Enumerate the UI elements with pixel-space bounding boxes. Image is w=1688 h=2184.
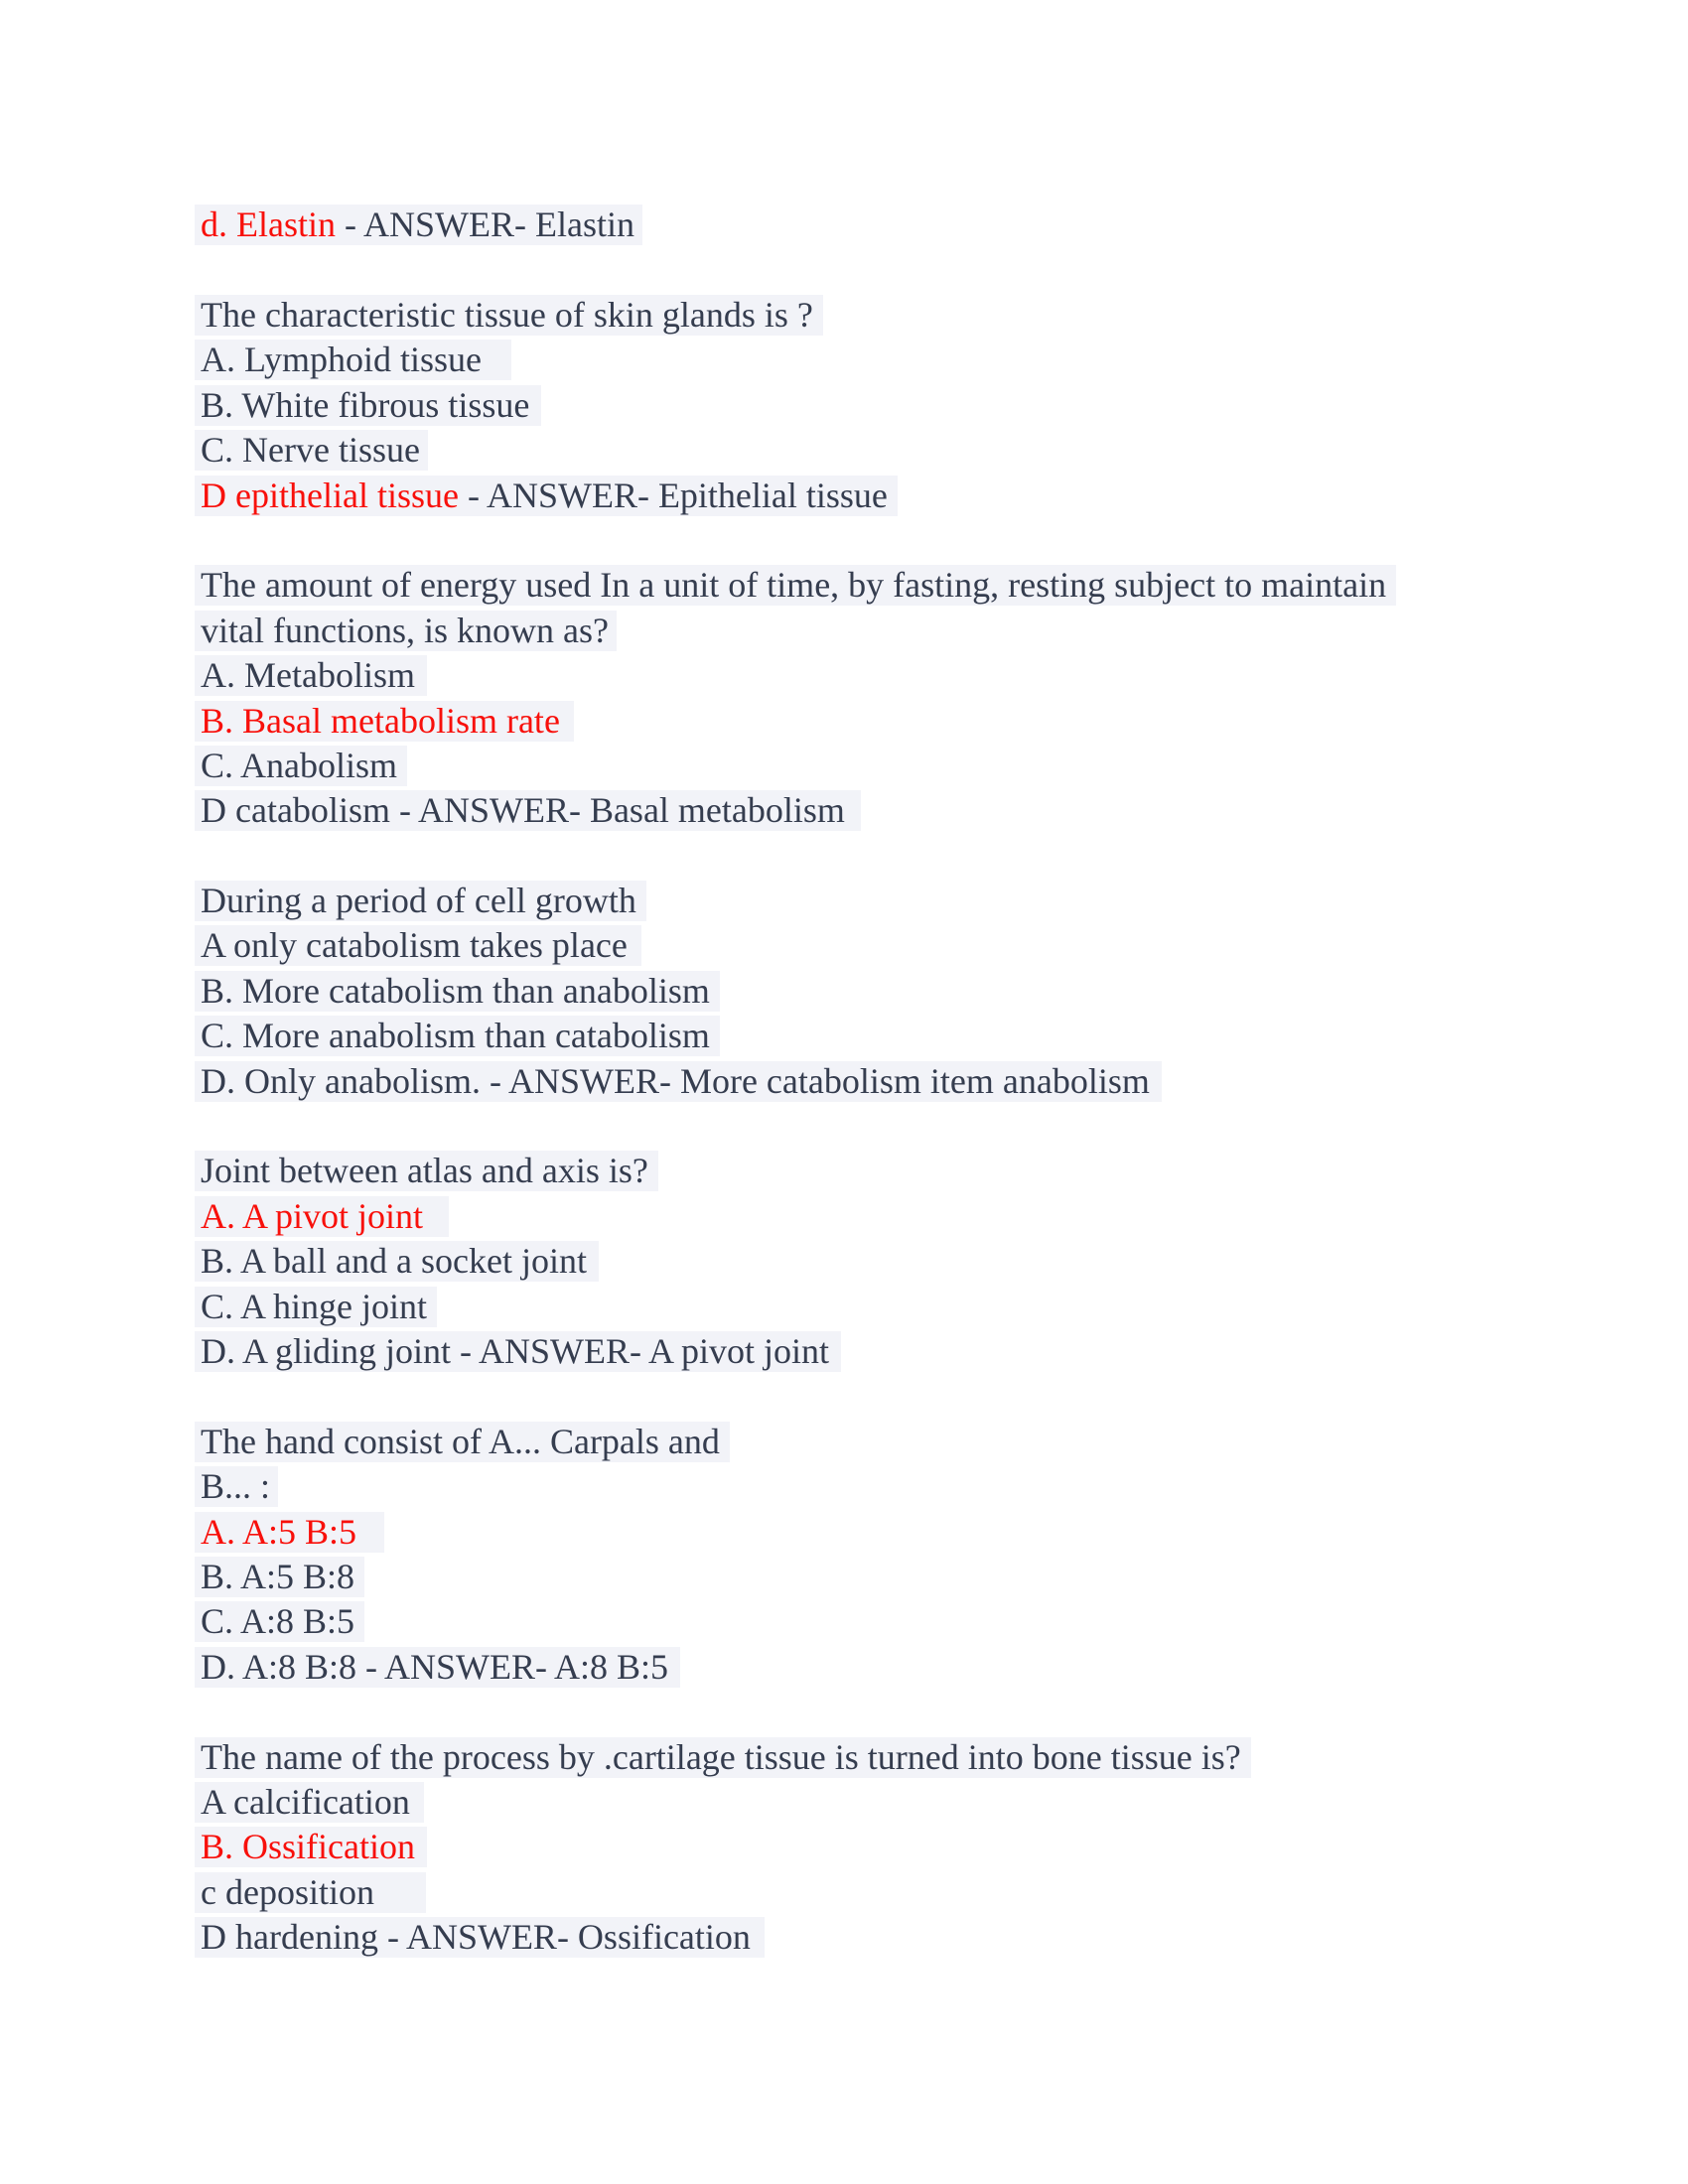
answer-text-red: d. Elastin [201,205,336,245]
text-line [201,1461,1396,1506]
text-line [201,1731,1396,1776]
blank-line [201,1687,1396,1731]
text-segment: B. White fibrous tissue [201,384,530,425]
highlighted-text [195,1827,427,1867]
text-line [201,920,1396,965]
text-line [201,1552,1396,1596]
text-segment: B. A:5 B:8 [201,1556,355,1596]
highlighted-text [195,790,861,831]
text-segment: D. Only anabolism. - ANSWER- More catabolism item anabolism [201,1060,1150,1101]
document-content [201,200,1396,1957]
text-line [201,1822,1396,1866]
text-line [201,1055,1396,1100]
highlighted-text [195,1241,599,1282]
highlighted-text [195,565,1396,606]
text-segment: - ANSWER- Elastin [335,205,634,245]
highlighted-text [195,1466,278,1507]
text-line [201,560,1396,605]
text-line [201,785,1396,830]
text-line [201,1506,1396,1551]
text-segment: Joint between atlas and axis is? [201,1151,648,1191]
answer-text-red: B. Basal metabolism rate [201,700,560,741]
text-line [201,1191,1396,1236]
blank-line [201,515,1396,560]
text-segment: C. More anabolism than catabolism [201,1016,710,1056]
text-segment: A only catabolism takes place [201,925,628,966]
text-line [201,1146,1396,1190]
text-segment: A calcification [201,1781,410,1822]
text-line [201,1011,1396,1055]
text-line [201,470,1396,514]
text-segment: - ANSWER- Epithelial tissue [458,475,888,515]
highlighted-text [195,1917,765,1958]
text-segment: The name of the process by .cartilage tissue is turned into bone tissue is? [201,1736,1241,1777]
text-line [201,1417,1396,1461]
highlighted-text [195,1196,449,1237]
highlighted-text [195,746,407,786]
text-line [201,1777,1396,1822]
answer-text-red: B. Ossification [201,1827,415,1867]
highlighted-text [195,340,511,380]
highlighted-text [195,430,428,471]
text-segment: vital functions, is known as? [201,610,609,650]
text-line [201,290,1396,335]
blank-line [201,1371,1396,1416]
text-segment: A. Metabolism [201,655,415,696]
highlighted-text [195,1151,658,1191]
text-line [201,1642,1396,1687]
text-line [201,1326,1396,1371]
text-line [201,1866,1396,1911]
text-segment: B... : [201,1466,271,1507]
highlighted-text [195,881,646,921]
blank-line [201,830,1396,875]
text-segment: D hardening - ANSWER- Ossification [201,1917,751,1958]
text-segment: C. A:8 B:5 [201,1601,355,1642]
highlighted-text [195,1872,426,1913]
text-segment: The hand consist of A... Carpals and [201,1421,720,1461]
highlighted-text [195,655,427,696]
highlighted-text [195,1647,680,1688]
text-segment: D. A gliding joint - ANSWER- A pivot joint [201,1331,830,1371]
text-segment: During a period of cell growth [201,881,636,921]
text-line [201,966,1396,1011]
text-line [201,1596,1396,1641]
answer-text-red: A. A pivot joint [201,1195,424,1236]
text-line [201,425,1396,470]
highlighted-text [195,385,541,426]
text-line [201,741,1396,785]
text-segment: D catabolism - ANSWER- Basal metabolism [201,790,845,831]
highlighted-text [195,295,823,336]
highlighted-text [195,1331,841,1372]
highlighted-text [195,701,574,742]
text-segment: The characteristic tissue of skin glands is ? [201,295,813,336]
text-segment: A. Lymphoid tissue [201,340,483,380]
highlighted-text [195,925,641,966]
text-segment: C. A hinge joint [201,1286,428,1326]
text-line [201,200,1396,244]
highlighted-text [195,1422,730,1462]
highlighted-text [195,1287,437,1327]
highlighted-text [195,205,642,245]
highlighted-text [195,971,720,1012]
text-line [201,695,1396,740]
text-segment: B. A ball and a socket joint [201,1241,587,1282]
text-segment: D. A:8 B:8 - ANSWER- A:8 B:5 [201,1646,669,1687]
text-segment: C. Anabolism [201,745,398,785]
blank-line [201,1101,1396,1146]
text-line [201,650,1396,695]
text-segment: B. More catabolism than anabolism [201,970,710,1011]
highlighted-text [195,1737,1251,1778]
highlighted-text [195,1782,424,1823]
answer-text-red: D epithelial tissue [201,475,459,515]
highlighted-text [195,611,617,651]
highlighted-text [195,476,898,516]
text-line [201,1281,1396,1325]
text-segment: C. Nerve tissue [201,430,420,471]
answer-text-red: A. A:5 B:5 [201,1511,357,1552]
highlighted-text [195,1016,720,1056]
blank-line [201,244,1396,289]
text-line [201,1912,1396,1957]
text-line [201,380,1396,425]
highlighted-text [195,1601,364,1642]
highlighted-text [195,1557,364,1597]
highlighted-text [195,1512,384,1553]
text-line [201,335,1396,379]
highlighted-text [195,1061,1162,1102]
text-segment: The amount of energy used In a unit of time, by fasting, resting subject to maintain [201,565,1387,606]
text-segment: c deposition [201,1871,374,1912]
text-line [201,606,1396,650]
text-line [201,1236,1396,1281]
text-line [201,876,1396,920]
